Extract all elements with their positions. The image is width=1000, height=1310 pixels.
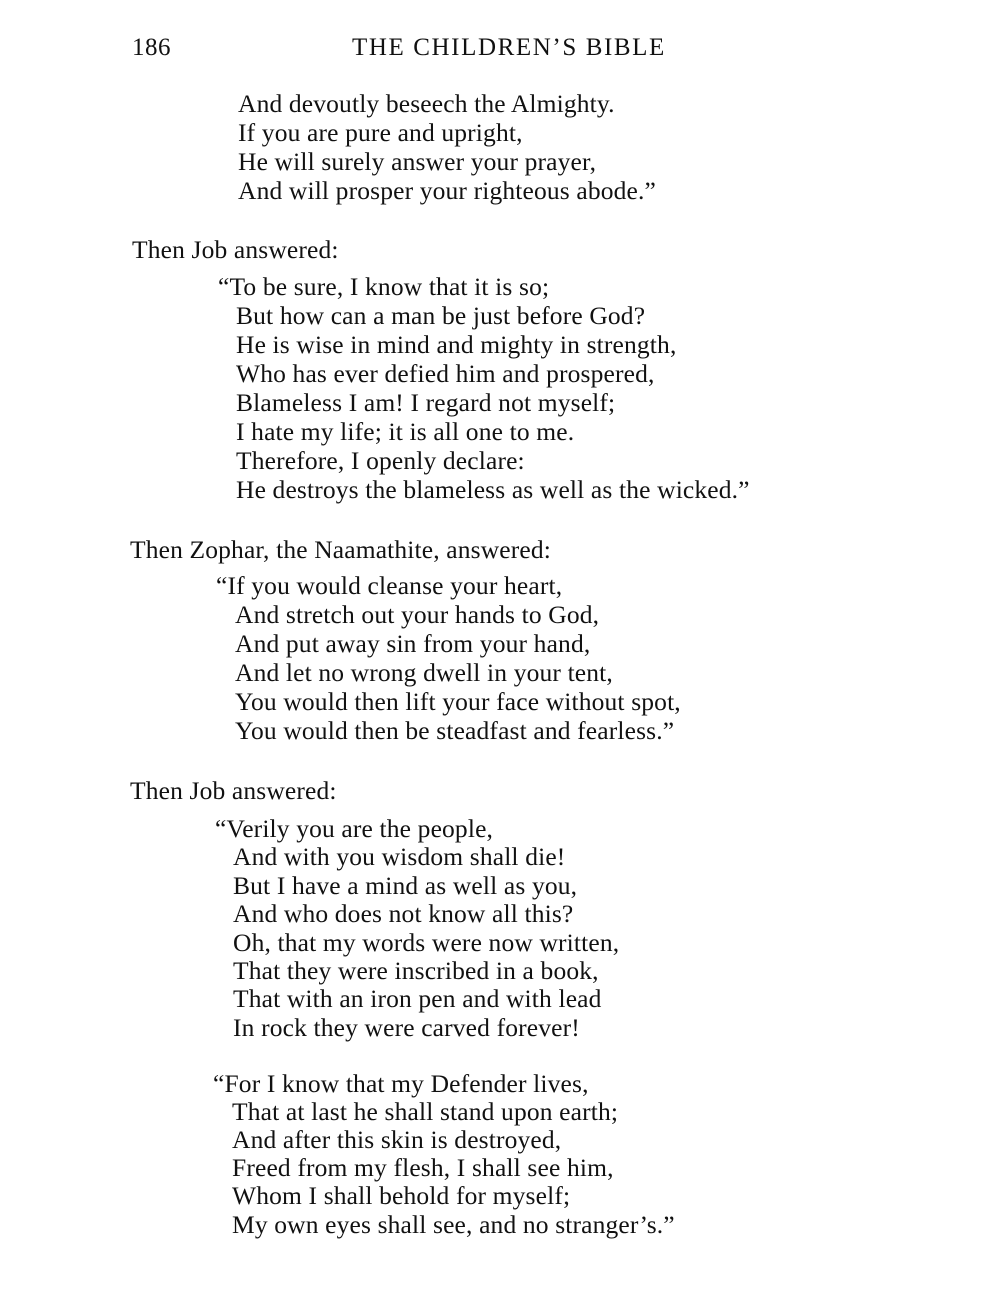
verse-line: “If you would cleanse your heart, bbox=[216, 571, 563, 600]
verse-line: Freed from my flesh, I shall see him, bbox=[232, 1153, 614, 1182]
verse-line: But I have a mind as well as you, bbox=[233, 871, 578, 900]
verse-line: He will surely answer your prayer, bbox=[238, 147, 597, 176]
verse-line: And after this skin is destroyed, bbox=[232, 1125, 562, 1154]
verse-line: In rock they were carved forever! bbox=[233, 1013, 580, 1042]
verse-line: Blameless I am! I regard not myself; bbox=[236, 388, 616, 417]
verse-line: Oh, that my words were now written, bbox=[233, 928, 620, 957]
verse-line: That with an iron pen and with lead bbox=[233, 984, 602, 1013]
speaker-intro: Then Job answered: bbox=[132, 235, 339, 264]
page-header bbox=[0, 34, 1000, 70]
verse-line: He destroys the blameless as well as the wicked.” bbox=[236, 475, 750, 504]
verse-line: You would then be steadfast and fearless.” bbox=[235, 716, 675, 745]
verse-line: I hate my life; it is all one to me. bbox=[236, 417, 575, 446]
verse-line: That at last he shall stand upon earth; bbox=[232, 1097, 619, 1126]
verse-line: “For I know that my Defender lives, bbox=[213, 1069, 589, 1098]
verse-line: And let no wrong dwell in your tent, bbox=[235, 658, 613, 687]
running-title: THE CHILDREN’S BIBLE bbox=[352, 34, 666, 61]
verse-line: Who has ever defied him and prospered, bbox=[236, 359, 655, 388]
verse-line: You would then lift your face without spot, bbox=[235, 687, 681, 716]
verse-line: That they were inscribed in a book, bbox=[233, 956, 599, 985]
verse-line: “To be sure, I know that it is so; bbox=[218, 272, 550, 301]
speaker-intro: Then Job answered: bbox=[130, 776, 337, 805]
verse-line: And will prosper your righteous abode.” bbox=[238, 176, 657, 205]
verse-line: He is wise in mind and mighty in strength, bbox=[236, 330, 677, 359]
verse-line: Therefore, I openly declare: bbox=[236, 446, 525, 475]
page-number: 186 bbox=[132, 34, 171, 61]
verse-line: Whom I shall behold for myself; bbox=[232, 1181, 571, 1210]
verse-line: And who does not know all this? bbox=[233, 899, 574, 928]
verse-line: My own eyes shall see, and no stranger’s.” bbox=[232, 1210, 675, 1239]
verse-line: “Verily you are the people, bbox=[215, 814, 494, 843]
verse-line: And put away sin from your hand, bbox=[235, 629, 591, 658]
speaker-intro: Then Zophar, the Naamathite, answered: bbox=[130, 535, 552, 564]
verse-line: And with you wisdom shall die! bbox=[233, 842, 566, 871]
verse-line: If you are pure and upright, bbox=[238, 118, 523, 147]
verse-line: And stretch out your hands to God, bbox=[235, 600, 600, 629]
verse-line: And devoutly beseech the Almighty. bbox=[238, 89, 615, 118]
verse-line: But how can a man be just before God? bbox=[236, 301, 646, 330]
